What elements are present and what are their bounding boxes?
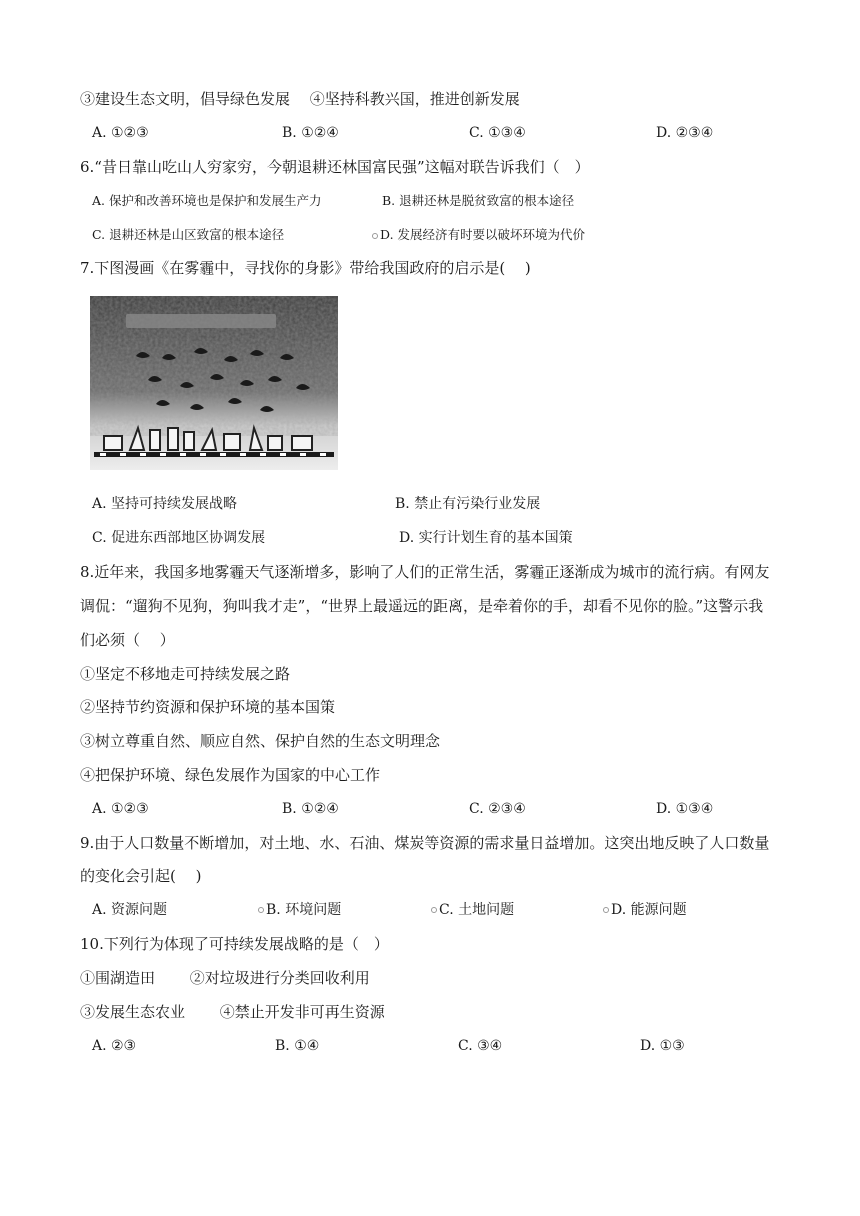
statement-3-4: ③发展生态农业 ④禁止开发非可再生资源 [80,1003,385,1021]
option-b: B. 禁止有污染行业发展 [395,496,541,512]
option-c: C. ②③④ [469,801,526,817]
marker-dot [258,907,264,913]
option-b: B. ①④ [275,1038,320,1054]
option-d: D. ②③④ [656,125,714,141]
statement-4: ④把保护环境、绿色发展作为国家的中心工作 [80,766,381,784]
option-c: C. 土地问题 [439,902,515,918]
statement-1-2: ①围湖造田 ②对垃圾进行分类回收利用 [80,969,370,987]
option-d-wrap [603,900,687,920]
option-d-wrap [372,225,585,245]
question-8-stem-line-2: 调侃：“遛狗不见狗，狗叫我才走”，“世界上最遥远的距离，是牵着你的手，却看不见你的脸。”这警示我 [80,597,764,615]
question-7-stem: 7.下图漫画《在雾霾中，寻找你的身影》带给我国政府的启示是( ) [80,259,531,277]
option-c: C. ③④ [458,1038,503,1054]
statement-3: ③树立尊重自然、顺应自然、保护自然的生态文明理念 [80,732,441,750]
marker-dot [603,907,609,913]
option-b: B. ①②④ [282,801,339,817]
option-b: B. 环境问题 [266,902,342,918]
option-d: D. ①③④ [656,801,714,817]
question-9-stem-line-1: 9.由于人口数量不断增加，对土地、水、石油、煤炭等资源的需求量日益增加。这突出地反映了人口数量 [80,834,770,852]
option-c: C. 退耕还林是山区致富的根本途径 [92,227,285,242]
statement-2: ②坚持节约资源和保护环境的基本国策 [80,698,336,716]
option-b: B. ①②④ [282,125,339,141]
question-8-stem-line-1: 8.近年来，我国多地雾霾天气逐渐增多，影响了人们的正常生活，雾霾正逐渐成为城市的流行病。有网友 [80,563,770,581]
question-8-stem-line-3: 们必须（ ） [80,631,175,649]
option-b: B. 退耕还林是脱贫致富的根本途径 [382,193,575,208]
question-10-stem: 10.下列行为体现了可持续发展战略的是（ ） [80,935,389,953]
marker-dot [431,907,437,913]
option-d: D. ①③ [640,1038,685,1054]
option-d: D. 实行计划生育的基本国策 [399,530,573,546]
option-c: C. ①③④ [469,125,526,141]
option-a: A. 保护和改善环境也是保护和发展生产力 [92,193,322,208]
option-d: D. 能源问题 [611,902,687,918]
option-c: C. 促进东西部地区协调发展 [92,530,266,546]
option-a: A. ①②③ [92,801,149,817]
option-d: D. 发展经济有时要以破坏环境为代价 [380,227,586,242]
option-a: A. 坚持可持续发展战略 [92,496,238,512]
smog-cartoon-image [90,296,338,470]
question-9-stem-line-2: 的变化会引起( ) [80,867,202,885]
statement-1: ①坚定不移地走可持续发展之路 [80,665,291,683]
option-a: A. 资源问题 [92,902,168,918]
marker-dot [372,233,378,239]
option-b-wrap [258,900,341,920]
option-a: A. ②③ [92,1038,137,1054]
question-6-stem: 6.“昔日靠山吃山人穷家穷，今朝退耕还林国富民强”这幅对联告诉我们（ ） [80,158,590,176]
option-c-wrap [431,900,514,920]
option-a: A. ①②③ [92,125,149,141]
statement-3-4: ③建设生态文明，倡导绿色发展 ④坚持科教兴国，推进创新发展 [80,90,520,108]
